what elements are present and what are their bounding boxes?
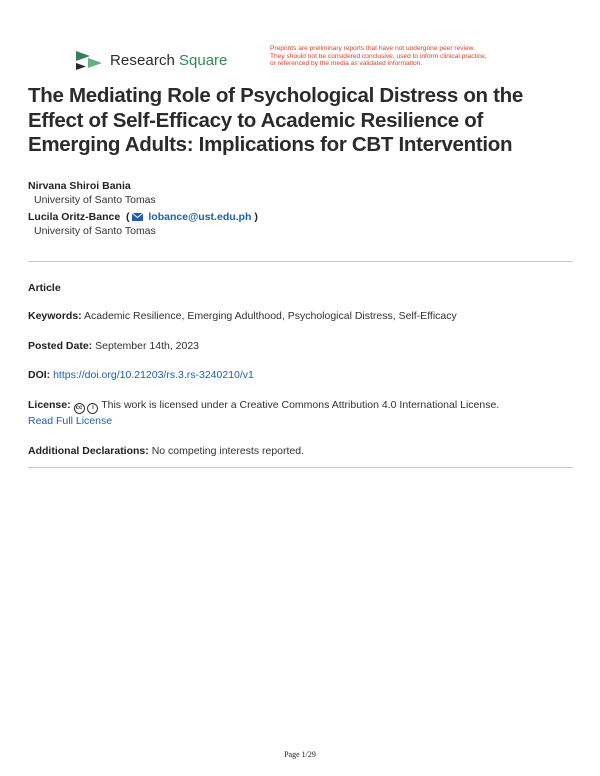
declarations-label: Additional Declarations:	[28, 445, 149, 457]
doi	[28, 368, 578, 382]
article-type: Article	[28, 282, 61, 294]
keywords-label: Keywords:	[28, 310, 82, 322]
author-name: Nirvana Shiroi Bania	[28, 180, 131, 192]
title-line: Emerging Adults: Implications for CBT Intervention	[28, 133, 513, 156]
logo-word-research: Research	[110, 51, 175, 69]
read-full-license-link[interactable]: Read Full License	[28, 415, 113, 427]
research-square-logo-icon	[74, 49, 104, 71]
posted-date-value: September 14th, 2023	[95, 340, 200, 352]
cc-icon: cc	[74, 403, 85, 414]
author-email-link[interactable]: lobance@ust.edu.ph	[148, 211, 252, 223]
divider	[28, 467, 573, 468]
preprint-disclaimer	[270, 45, 540, 68]
cc-by-icon: i	[87, 403, 98, 414]
author-affiliation: University of Santo Tomas	[34, 224, 156, 237]
posted-date-label: Posted Date:	[28, 340, 93, 352]
title-line: Effect of Self-Efficacy to Academic Resilience of	[28, 108, 484, 132]
author-name: Lucila Oritz-Bance	[28, 211, 121, 223]
license-text: This work is licensed under a Creative Commons Attribution 4.0 International License.	[101, 399, 500, 411]
author-list	[28, 180, 258, 238]
additional-declarations	[28, 444, 578, 458]
title-line: The Mediating Role of Psychological Distress on the	[28, 84, 524, 107]
doi-link[interactable]: https://doi.org/10.21203/rs.3.rs-3240210/v1	[53, 369, 254, 381]
license	[28, 398, 578, 428]
keywords-value: Academic Resilience, Emerging Adulthood, Psychological Distress, Self-Efficacy	[84, 310, 457, 322]
paper-title	[28, 84, 580, 158]
mail-icon	[132, 213, 143, 221]
license-label: License:	[28, 399, 71, 411]
posted-date	[28, 339, 578, 353]
disclaimer-line: or referenced by the media as validated information.	[270, 60, 423, 68]
divider	[28, 261, 573, 262]
author-affiliation: University of Santo Tomas	[34, 193, 156, 206]
disclaimer-line: They should not be considered conclusive, used to inform clinical practice,	[270, 52, 487, 60]
logo-word-square: Square	[179, 51, 228, 69]
disclaimer-line: Preprints are preliminary reports that have not undergone peer review.	[270, 45, 475, 52]
page-number: Page 1/29	[284, 750, 316, 759]
declarations-value: No competing interests reported.	[151, 445, 305, 457]
keywords	[28, 309, 578, 323]
doi-label: DOI:	[28, 369, 51, 381]
corresponding-author: Lucila Oritz-Bance ( lobance@ust.edu.ph )	[28, 211, 258, 223]
research-square-logo[interactable]	[74, 48, 227, 72]
